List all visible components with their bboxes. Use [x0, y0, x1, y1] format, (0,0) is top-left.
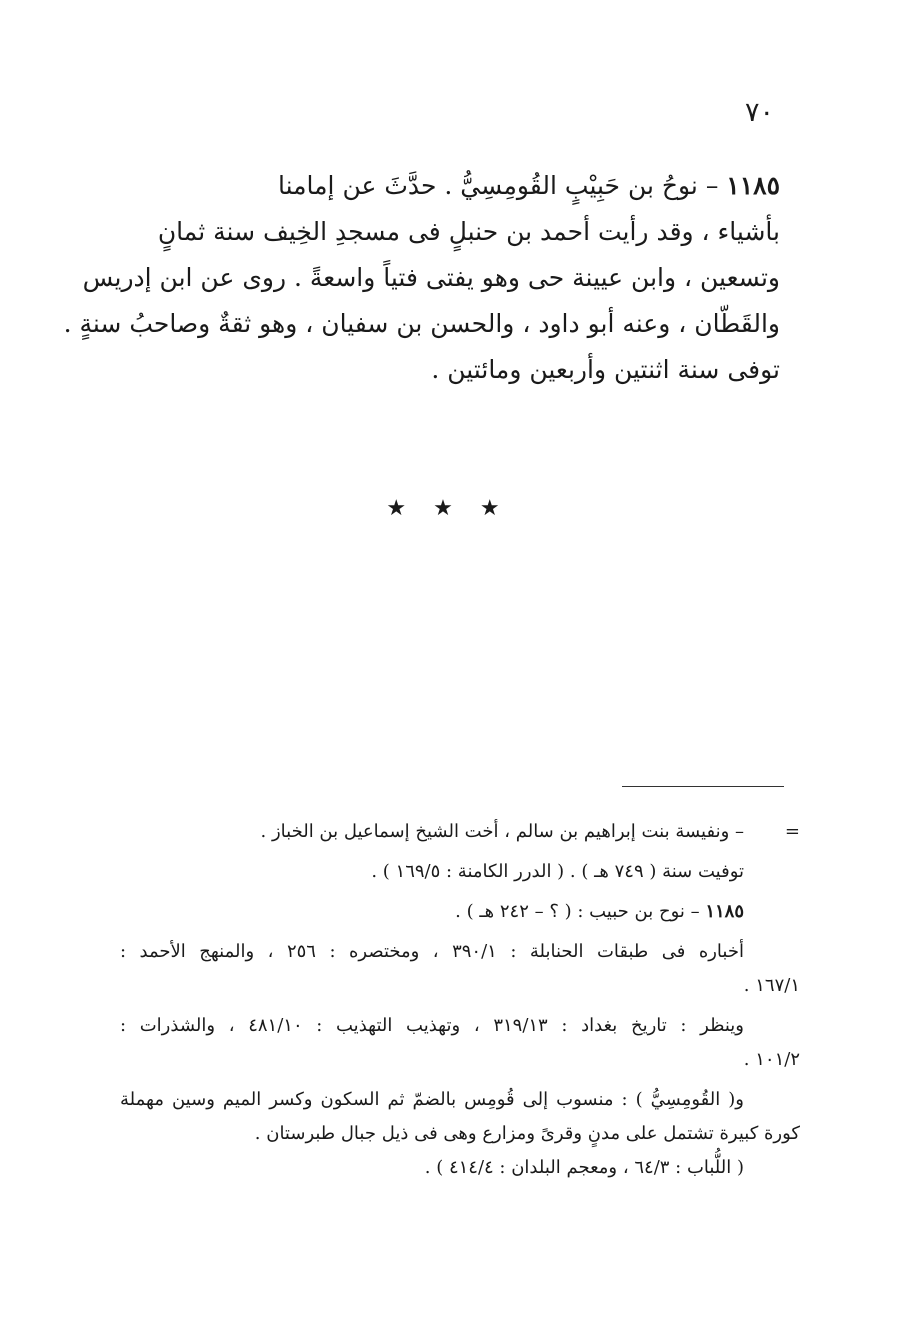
entry-line-2: بأشياء ، وقد رأيت أحمد بن حنبلٍ فى مسجدِ الخِيف سنة ثمانٍ: [157, 217, 780, 246]
page-number: ٧٠: [744, 97, 774, 128]
footnote-entry-heading: [120, 895, 800, 929]
footnote-sources-1-line-1: أخباره فى طبقات الحنابلة : ٣٩٠/١ ، ومختصره : ٢٥٦ ، والمنهج الأحمد :: [120, 941, 744, 962]
footnote-continuation-line-2: توفيت سنة ( ٧٤٩ هـ ) . ( الدرر الكامنة : ١٦٩/٥ ) .: [371, 861, 744, 882]
footnote-sources-2-line-1: وينظر : تاريخ بغداد : ٣١٩/١٣ ، وتهذيب التهذيب : ٤٨١/١٠ ، والشذرات :: [120, 1015, 744, 1036]
entry-line-3: وتسعين ، وابن عيينة حى وهو يفتى فتياً واسعةً . روى عن ابن إدريس: [82, 263, 780, 292]
footnote-divider: [622, 786, 784, 787]
entry-body: [63, 163, 780, 393]
footnote-nisba-line-2: كورة كبيرة تشتمل على مدنٍ وقرىً ومزارع وهى فى ذيل جبال طبرستان .: [254, 1123, 800, 1144]
footnote-continuation-text: – ونفيسة بنت إبراهيم بن سالم ، أخت الشيخ إسماعيل بن الخباز .: [260, 821, 744, 842]
footnote-continuation-line-1: [120, 815, 800, 849]
footnote-entry-heading-text: – نوح بن حبيب : ( ؟ – ٢٤٢ هـ ) .: [455, 901, 706, 922]
footnote-nisba-line-1: و( القُومِسِيُّ ) : منسوب إلى قُومِس بالضمّ ثم السكون وكسر الميم وسين مهملة: [120, 1089, 744, 1110]
continuation-marker: =: [784, 821, 800, 842]
footnotes: [120, 815, 800, 1185]
entry-line-5: توفى سنة اثنتين وأربعين ومائتين .: [431, 355, 780, 384]
entry-line-1: [100, 163, 780, 209]
footnote-nisba-line-3: ( اللُّباب : ٦٤/٣ ، ومعجم البلدان : ٤١٤/٤ ) .: [424, 1157, 744, 1178]
footnote-sources-1-line-2: ١٦٧/١ .: [743, 975, 800, 996]
entry-title-text: – نوحُ بن حَبِيْبٍ القُومِسِيُّ . حدَّثَ عن إمامنا: [278, 171, 727, 200]
footnote-sources-2-line-2: ١٠١/٢ .: [743, 1049, 800, 1070]
entry-line-4: والقَطّان ، وعنه أبو داود ، والحسن بن سفيان ، وهو ثقةٌ وصاحبُ سنةٍ .: [63, 309, 780, 338]
entry-number: ١١٨٥: [726, 171, 780, 200]
footnote-entry-number: ١١٨٥: [705, 901, 744, 922]
section-separator-stars: ★ ★ ★: [386, 496, 510, 521]
